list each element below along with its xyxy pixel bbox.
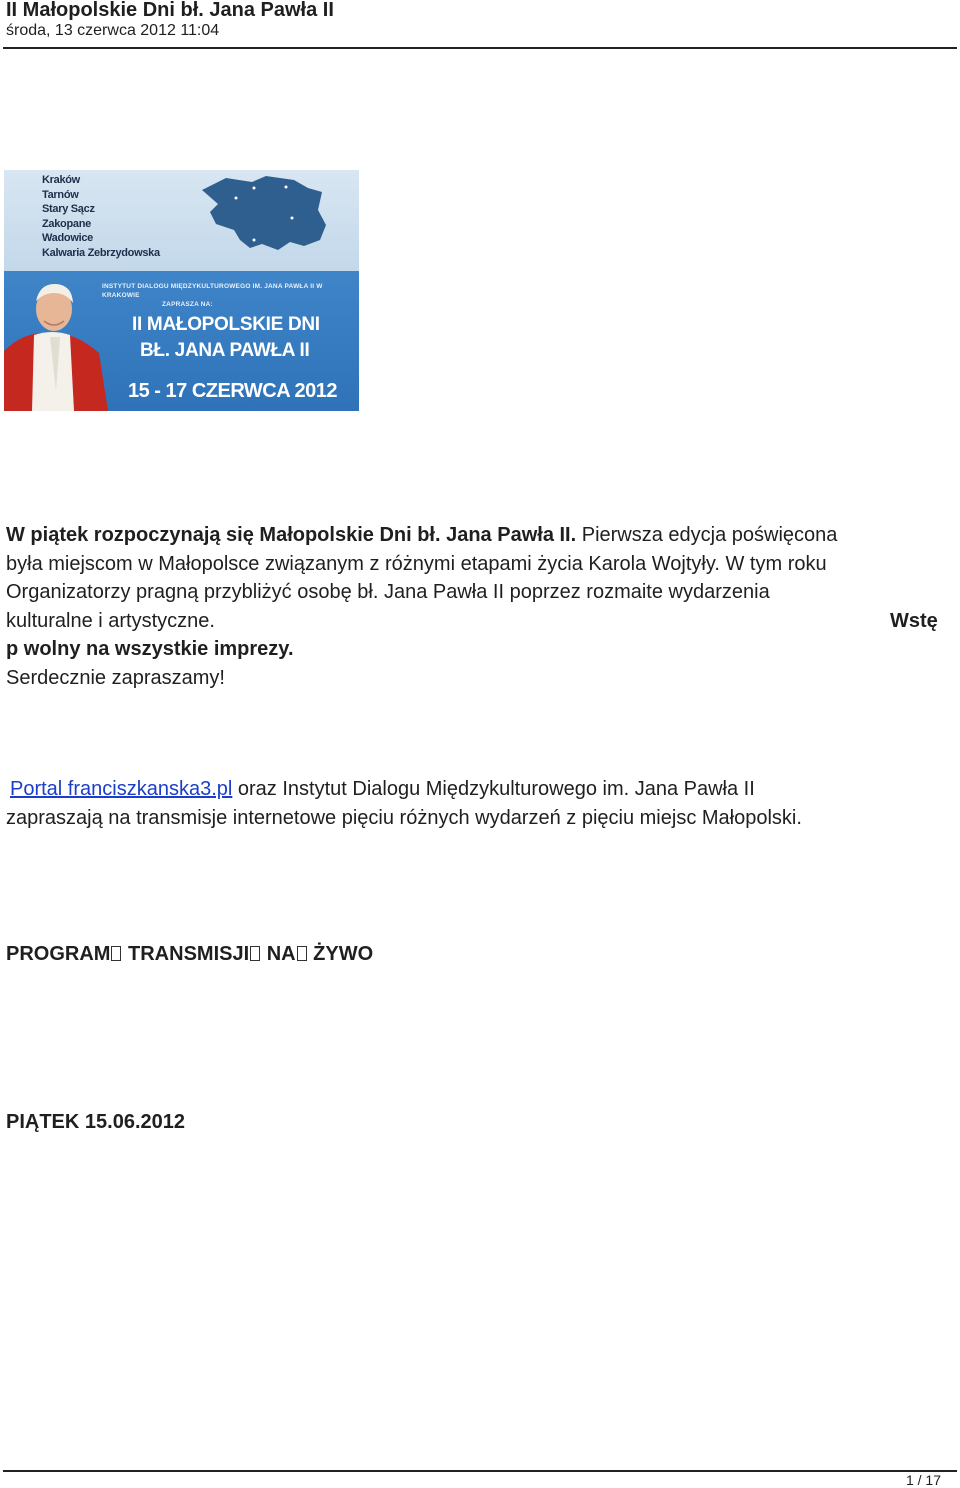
missing-glyph-icon — [297, 946, 307, 961]
portal-paragraph — [6, 775, 951, 832]
missing-glyph-icon — [111, 946, 121, 961]
missing-glyph-icon — [250, 946, 260, 961]
heading-word: ŻYWO — [313, 943, 374, 965]
heading-word: TRANSMISJI — [128, 943, 250, 965]
town-name: Zakopane — [42, 217, 91, 230]
institute-name: INSTYTUT DIALOGU MIĘDZYKULTUROWEGO IM. JANA PAWŁA II W KRAKOWIE — [102, 283, 323, 299]
intro-lead-bold: W piątek rozpoczynają się Małopolskie Dni bł. Jana Pawła II. — [6, 524, 577, 546]
page-title: II Małopolskie Dni bł. Jana Pawła II — [6, 0, 334, 21]
heading-word: PROGRAM — [6, 943, 111, 965]
text-line: Organizatorzy pragną przybliżyć osobę bł. Jana Pawła II poprzez rozmaite wydarzenia — [6, 581, 770, 603]
footer-divider — [3, 1470, 957, 1472]
banner-title-line: BŁ. JANA PAWŁA II — [140, 340, 310, 361]
header-divider — [3, 47, 957, 49]
pope-portrait-icon — [4, 271, 114, 411]
text-line — [6, 607, 951, 636]
invitation-line: Serdecznie zapraszamy! — [6, 666, 225, 689]
town-name: Kalwaria Zebrzydowska — [42, 246, 160, 259]
text-line: była miejscom w Małopolsce związanym z różnymi etapami życia Karola Wojtyły. W tym roku — [6, 552, 827, 575]
town-name: Wadowice — [42, 232, 93, 244]
free-entry-bold-start: Wstę — [890, 609, 938, 632]
text-line: zapraszają na transmisje internetowe pięciu różnych wydarzeń z pięciu miejsc Małopolski. — [6, 806, 802, 829]
banner-map-section — [4, 170, 359, 271]
banner-event-title — [132, 312, 320, 364]
free-entry-bold-line: p wolny na wszystkie imprezy. — [6, 638, 294, 660]
town-name: Stary Sącz — [42, 203, 95, 215]
banner-title-line: II MAŁOPOLSKIE DNI — [132, 314, 320, 335]
intro-paragraph — [6, 521, 951, 692]
banner-institute-text — [102, 282, 347, 309]
intro-text: Pierwsza edycja poświęcona — [576, 524, 838, 546]
heading-word: NA — [266, 943, 296, 965]
event-banner-image — [4, 170, 359, 411]
banner-event-dates: 15 - 17 CZERWCA 2012 — [128, 380, 337, 402]
town-name: Kraków — [42, 174, 80, 186]
text-line — [6, 775, 951, 804]
intro-text: kulturalne i artystyczne. — [6, 609, 215, 632]
day-heading: PIĄTEK 15.06.2012 — [6, 1111, 185, 1133]
portal-link[interactable]: Portal franciszkanska3.pl — [10, 778, 233, 800]
program-heading — [6, 943, 373, 966]
town-name: Tarnów — [42, 188, 79, 201]
portal-text: oraz Instytut Dialogu Międzykulturowego im. Jana Pawła II — [232, 778, 755, 800]
banner-town-list — [42, 173, 160, 260]
institute-invite: ZAPRASZA NA: — [162, 301, 213, 308]
publish-date: środa, 13 czerwca 2012 11:04 — [6, 22, 220, 39]
text-line — [6, 521, 951, 550]
page-number: 1 / 17 — [905, 1472, 941, 1488]
